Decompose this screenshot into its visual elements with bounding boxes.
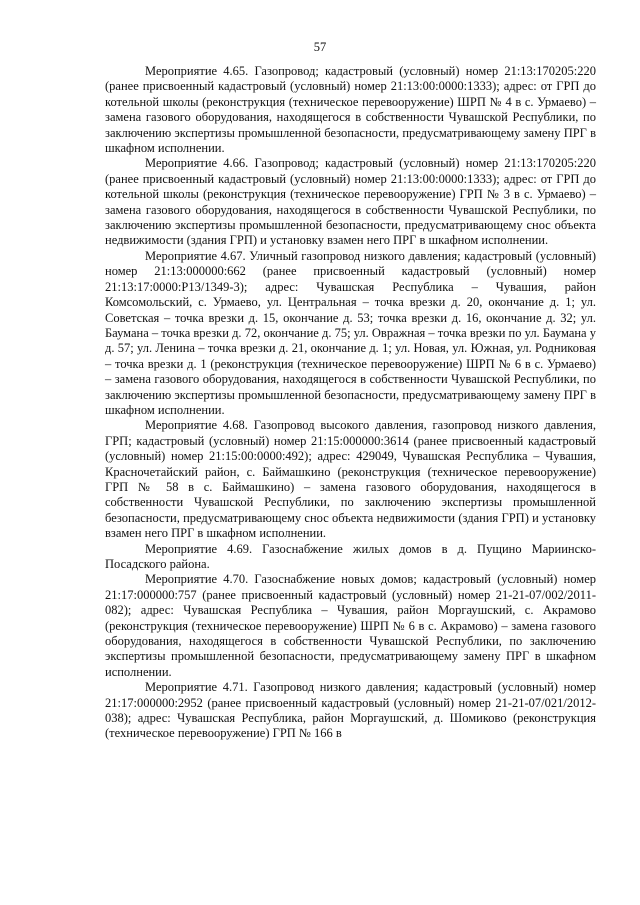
- document-body: [105, 64, 596, 742]
- paragraph-4-67: Мероприятие 4.67. Уличный газопровод низкого давления; кадастровый (условный) номер 21:13:000000:662 (ранее присвоенный кадастровый (условный) номер 21:13:17:0000:Р13/1349-3); адрес: Чувашская Республика – Чувашия, район Комсомольский, с. Урмаево, ул. Центральная – точка врезки д. 20, окончание д. 1; ул. Советская – точка врезки д. 15, окончание д. 53; точка врезки д. 16, окончание д. 32; ул. Баумана – точка врезки д. 72, окончание д. 75; ул. Овражная – точка врезки по ул. Баумана у д. 57; ул. Ленина – точка врезки д. 21, окончание д. 1; ул. Новая, ул. Южная, ул. Родниковая – точка врезки д. 1 (реконструкция (техническое перевооружение) ШРП № 6 в с. Урмаево) – замена газового оборудования, находящегося в собственности Чувашской Республики, по заключению экспертизы промышленной безопасности, предусматривающему замену ПРГ в шкафном исполнении.: [105, 248, 596, 417]
- paragraph-4-69: Мероприятие 4.69. Газоснабжение жилых домов в д. Пущино Мариинско-Посадского района.: [105, 541, 596, 571]
- paragraph-4-71: Мероприятие 4.71. Газопровод низкого давления; кадастровый (условный) номер 21:17:000000:2952 (ранее присвоенный кадастровый (условный) номер 21-21-07/021/2012-038); адрес: Чувашская Республика, район Моргаушский, д. Шомиково (реконструкция (техническое перевооружение) ГРП № 166 в: [105, 680, 596, 741]
- paragraph-4-65: Мероприятие 4.65. Газопровод; кадастровый (условный) номер 21:13:170205:220 (ранее присвоенный кадастровый (условный) номер 21:13:00:0000:1333); адрес: от ГРП до котельной школы (реконструкция (техническое перевооружение) ШРП № 4 в с. Урмаево) – замена газового оборудования, находящегося в собственности Чувашской Республики, по заключению экспертизы промышленной безопасности, предусматривающему замену ПРГ в шкафном исполнении.: [105, 64, 596, 156]
- paragraph-4-70: Мероприятие 4.70. Газоснабжение новых домов; кадастровый (условный) номер 21:17:000000:757 (ранее присвоенный кадастровый (условный) номер 21-21-07/002/2011-082); адрес: Чувашская Республика – Чувашия, район Моргаушский, с. Акрамово (реконструкция (техническое перевооружение) ШРП № 6 в с. Акрамово) – замена газового оборудования, находящегося в собственности Чувашской Республики, по заключению экспертизы промышленной безопасности, предусматривающему замену ПРГ в шкафном исполнении.: [105, 572, 596, 679]
- paragraph-4-66: Мероприятие 4.66. Газопровод; кадастровый (условный) номер 21:13:170205:220 (ранее присвоенный кадастровый (условный) номер 21:13:00:0000:1333); адрес: от ГРП до котельной школы (реконструкция (техническое перевооружение) ГРП № 3 в с. Урмаево) – замена газового оборудования, находящегося в собственности Чувашской Республики, по заключению экспертизы промышленной безопасности, предусматривающему снос объекта недвижимости (здания ГРП) и установку взамен него ПРГ в шкафном исполнении.: [105, 156, 596, 248]
- page-number: 57: [313, 40, 327, 54]
- paragraph-4-68: Мероприятие 4.68. Газопровод высокого давления, газопровод низкого давления, ГРП; кадастровый (условный) номер 21:15:000000:3614 (ранее присвоенный кадастровый (условный) номер 21:15:00:0000:492); адрес: 429049, Чувашская Республика – Чувашия, Красночетайский район, с. Баймашкино (реконструкция (техническое перевооружение) ГРП № 58 в с. Баймашкино) – замена газового оборудования, находящегося в собственности Чувашской Республики, по заключению экспертизы промышленной безопасности, предусматривающему снос объекта недвижимости (здания ГРП) и установку взамен него ПРГ в шкафном исполнении.: [105, 418, 596, 541]
